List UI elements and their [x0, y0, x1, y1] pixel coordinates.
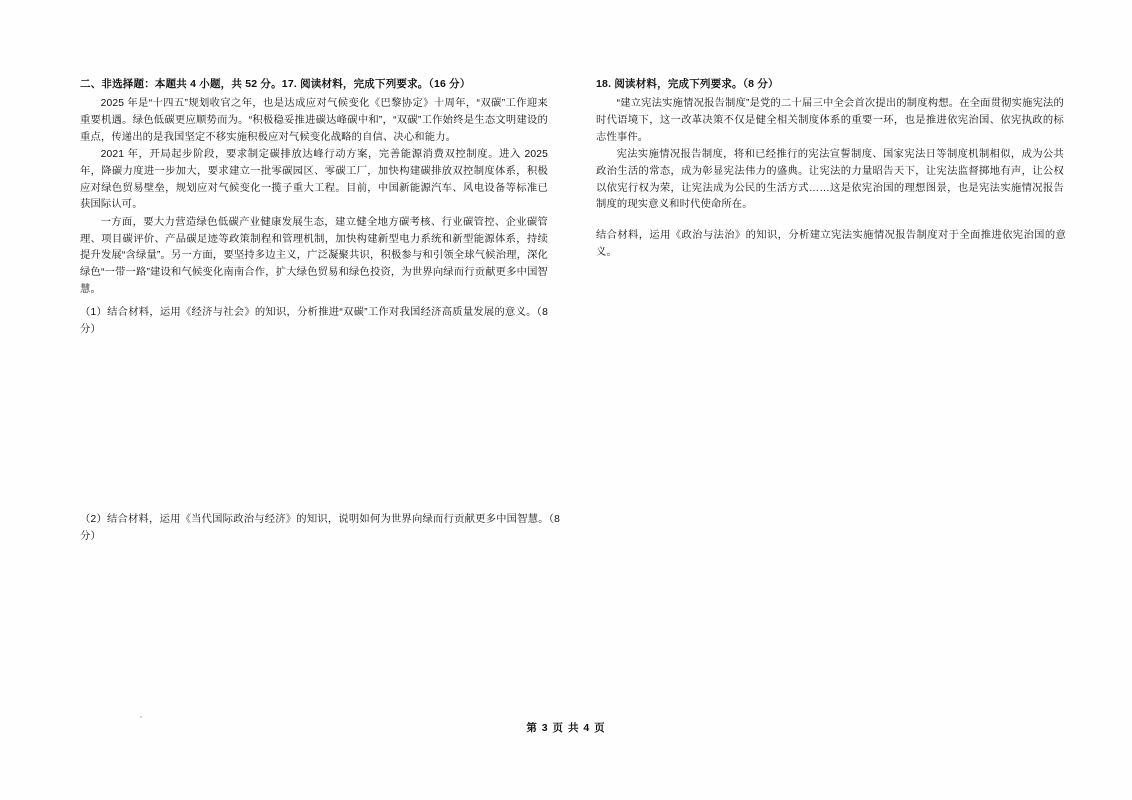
left-column: [80, 76, 548, 535]
answer-space-17-1: [80, 339, 548, 535]
question-17-1: （1）结合材料，运用《经济与社会》的知识，分析推进“双碳”工作对我国经济高质量发展的意义。（8 分）: [80, 307, 548, 335]
right-column: [596, 76, 1064, 215]
question-18-wrapper: [596, 228, 1066, 261]
section-heading-left: 二、非选择题：本题共 4 小题，共 52 分。17. 阅读材料，完成下列要求。（16 分）: [80, 78, 471, 90]
paragraph-18-1: “建立宪法实施情况报告制度”是党的二十届三中全会首次提出的制度构想。在全面贯彻实施宪法的时代语境下，这一改革决策不仅是健全相关制度体系的重要一环，也是推进依宪治国、依宪执政的标志性事件。: [596, 98, 1064, 143]
paragraph-17-1: 2025 年是“十四五”规划收官之年，也是达成应对气候变化《巴黎协定》十周年，“双碳”工作迎来重要机遇。绿色低碳更应顺势而为。“积极稳妥推进碳达峰碳中和”，“双碳”工作始终是生态文明建设的重点，传递出的是我国坚定不移实施积极应对气候变化战略的自信、决心和能力。: [80, 98, 548, 143]
paragraph-17-2: 2021 年，开局起步阶段，要求制定碳排放达峰行动方案，完善能源消费双控制度。进入 2025 年，降碳力度进一步加大，要求建立一批零碳园区、零碳工厂，加快构建碳排放双控制度体系，积极应对绿色贸易壁垒，规划应对气候变化一揽子重大工程。目前，中国新能源汽车、风电设备等标准已获国际认可。: [80, 149, 548, 211]
question-17-2-wrapper: [80, 512, 560, 545]
paper-speck: [140, 716, 142, 718]
page-footer: 第 3 页 共 4 页: [526, 722, 606, 734]
section-heading-right: 18. 阅读材料，完成下列要求。（8 分）: [596, 78, 779, 90]
paragraph-17-3: 一方面，要大力营造绿色低碳产业健康发展生态，建立健全地方碳考核、行业碳管控、企业碳管理、项目碳评价、产品碳足迹等政策制程和管理机制，加快构建新型电力系统和新型能源体系，持续提升发展“含绿量”。另一方面，要坚持多边主义，广泛凝聚共识，积极参与和引领全球气候治理，深化绿色“一带一路”建设和气候变化南南合作，扩大绿色贸易和绿色投资，为世界向绿而行贡献更多中国智慧。: [80, 216, 548, 295]
question-18: 结合材料，运用《政治与法治》的知识，分析建立宪法实施情况报告制度对于全面推进依宪治国的意义。: [596, 230, 1066, 258]
paragraph-18-2: 宪法实施情况报告制度，将和已经推行的宪法宣誓制度、国家宪法日等制度机制相似，成为公共政治生活的常态，成为彰显宪法伟力的盛典。让宪法的力量昭告天下，让宪法监督掷地有声，让公权以依宪行权为荣，让宪法成为公民的生活方式……这是依宪治国的理想图景，也是宪法实施情况报告制度的现实意义和时代使命所在。: [596, 149, 1064, 211]
question-17-2: （2）结合材料，运用《当代国际政治与经济》的知识，说明如何为世界向绿而行贡献更多中国智慧。（8 分）: [80, 514, 560, 542]
